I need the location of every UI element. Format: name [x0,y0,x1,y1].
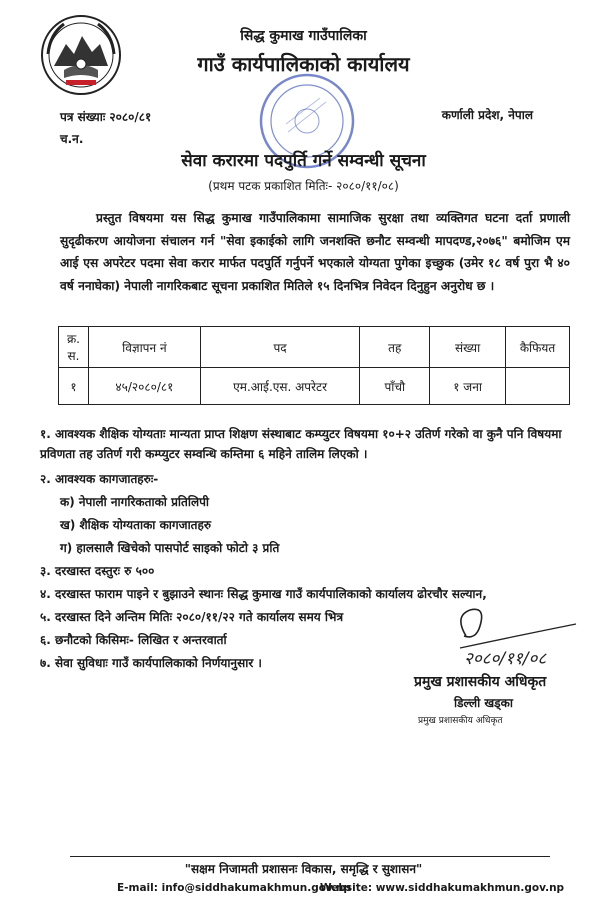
header-count: संख्या [430,327,506,368]
list-item: ५. दरखास्त दिने अन्तिम मितिः २०८०/११/२२ गते कार्यालय समय भित्र [40,610,344,624]
notice-subtitle: (प्रथम पटक प्रकाशित मितिः- २०८०/११/०८) [208,179,399,193]
vacancy-table [58,326,570,405]
cell-ad-number: ४५/२०८०/८१ [88,368,200,405]
list-item: ख) शैक्षिक योग्यताका कागजातहरु [60,518,212,532]
signature-date: २०८०/११/०८ [464,649,547,669]
list-item: १. आवश्यक शैक्षिक योग्यताः मान्यता प्राप्त शिक्षण संस्थाबाट कम्प्युटर विषयमा १०+२ उतिर्ण गरेको वा कुनै पनि विषयमा प्रविणता तह उतिर्ण गरी कम्प्युटर सम्वन्धि कम्तिमा ६ महिने तालिम लिएको । [40,427,562,461]
header-remarks: कैफियत [506,327,570,368]
list-item: क) नेपाली नागरिकताको प्रतिलिपी [60,495,210,509]
footer-motto: "सक्षम निजामती प्रशासनः विकास, समृद्धि र सुशासन" [184,862,423,876]
signature-icon [446,596,586,676]
header-post: पद [200,327,360,368]
notice-title: सेवा करारमा पदपुर्ति गर्ने सम्वन्धी सूचना [181,151,426,171]
province-name: कर्णाली प्रदेश, नेपाल [441,108,533,122]
cell-remarks [506,368,570,405]
office-name: गाउँ कार्यपालिकाको कार्यालय [197,52,410,76]
list-item: ग) हालसालै खिचेको पासपोर्ट साइको फोटो ३ प्रति [60,541,280,555]
notice-body-text: प्रस्तुत विषयमा यस सिद्ध कुमाख गाउँपालिकामा सामाजिक सुरक्षा तथा व्यक्तिगत घटना दर्ता प्रणाली सुदृढीकरण आयोजना संचालन गर्न "सेवा इकाईको लागि जनशक्ति छनौट सम्वन्धी मापदण्ड,२०७६" बमोजिम एम आई एस अपरेटर पदमा सेवा करार मार्फत पदपुर्ति गर्नुपर्ने भएकाले योग्यता पुगेका इच्छुक (उमेर १८ वर्ष पुरा भै ४० वर्ष ननाघेका) नेपाली नागरिकबाट सूचना प्रकाशित मितिले १५ दिनभित्र निवेदन दिनुहुन अनुरोध छ । [60,211,570,293]
footer-divider [70,856,550,857]
cell-count: १ जना [430,368,506,405]
signatory-stamp: प्रमुख प्रशासकीय अधिकृत [418,716,503,726]
cell-level: पाँचौ [360,368,430,405]
signatory-name: डिल्ली खड्का [454,696,513,710]
notice-body [60,207,570,297]
cell-post: एम.आई.एस. अपरेटर [200,368,360,405]
table-row [59,368,570,405]
list-item: ४. दरखास्त फाराम पाइने र बुझाउने स्थानः सिद्ध कुमाख गाउँ कार्यपालिकाको कार्यालय ढोरचौर सल्यान, [40,587,487,601]
footer-website[interactable]: Website: www.siddhakumakhmun.gov.np [320,882,565,894]
footer-email[interactable]: E-mail: info@siddhakumakhmun.gov.np [117,882,351,894]
header-level: तह [360,327,430,368]
list-item: ६. छनौटको किसिमः- लिखित र अन्तरवार्ता [40,633,227,647]
signatory-title: प्रमुख प्रशासकीय अधिकृत [414,674,547,690]
list-item: ७. सेवा सुविधाः गाउँ कार्यपालिकाको निर्णयानुसार । [40,656,262,670]
reference-number: पत्र संख्याः २०८०/८१ [60,110,152,124]
header-ad-number: विज्ञापन नं [88,327,200,368]
dispatch-number: च.न. [60,132,84,146]
list-item: ३. दरखास्त दस्तुरः रु ५०० [40,564,155,578]
list-item: २. आवश्यक कागजातहरुः- [40,472,159,486]
header-serial: क्र. स. [59,327,89,368]
municipality-name: सिद्ध कुमाख गाउँपालिका [240,28,367,44]
table-header-row [59,327,570,368]
cell-serial: १ [59,368,89,405]
